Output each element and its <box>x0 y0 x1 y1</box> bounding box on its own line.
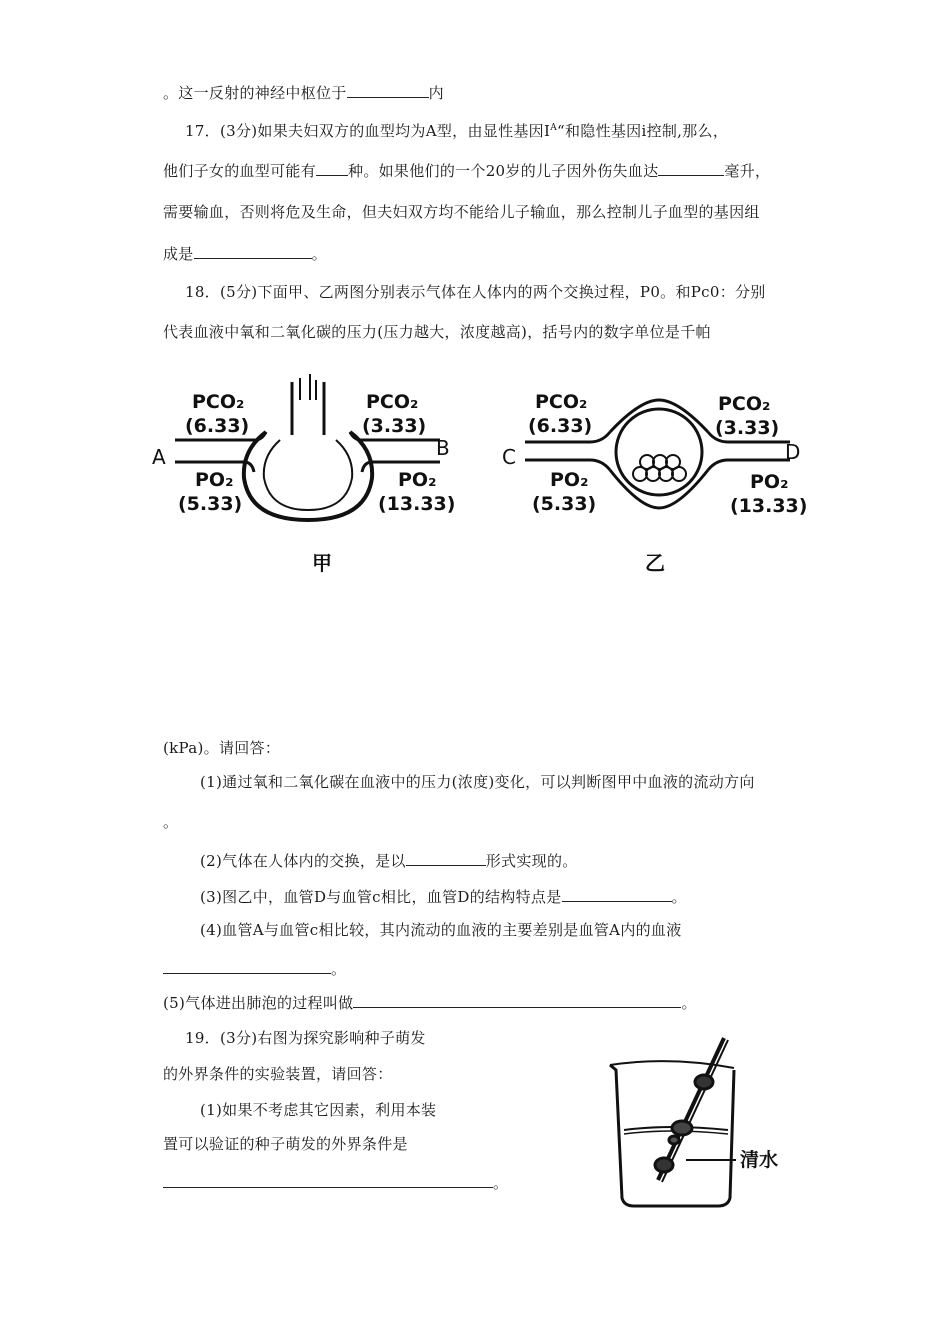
q18-sub-1-text: (1)通过氧和二氧化碳在血液中的压力(浓度)变化，可以判断图甲中血液的流动方向 <box>200 773 755 791</box>
q18-text-2: 代表血液中氧和二氧化碳的压力(压力越大，浓度越高)，括号内的数字单位是千帕 <box>163 323 711 341</box>
q16-prefix: 。这一反射的神经中枢位于 <box>163 84 347 102</box>
q18-sub-4 <box>200 920 682 940</box>
q19-text-4: 置可以验证的种子萌发的外界条件是 <box>163 1135 408 1153</box>
yi-label-c: C <box>502 445 516 469</box>
yi-po2-right: PO₂ <box>750 471 789 493</box>
q17-line-4 <box>163 243 327 264</box>
jia-pco2-right-value: (3.33) <box>362 415 427 437</box>
jia-caption: 甲 <box>312 551 332 575</box>
q19-text-1: 19．(3分)右图为探究影响种子萌发 <box>185 1029 426 1047</box>
jia-label-b: B <box>436 436 450 460</box>
jia-label-a: A <box>152 445 166 469</box>
jia-po2-right-value: (13.33) <box>378 493 456 515</box>
yi-pco2-right: PCO₂ <box>718 393 771 415</box>
q16-suffix: 内 <box>428 84 444 102</box>
q18-line-1 <box>185 282 766 302</box>
q17-superscript: A <box>550 123 558 133</box>
yi-pco2-right-value: (3.33) <box>715 417 780 439</box>
jia-pco2-left: PCO₂ <box>192 391 245 413</box>
q18-sub-2-text-a: (2)气体在人体内的交换，是以 <box>200 852 406 870</box>
q17-text-1a: 17．(3分)如果夫妇双方的血型均为A型，由显性基因I <box>185 122 551 140</box>
beaker-water-label: 清水 <box>740 1149 779 1171</box>
q17-text-4b: 。 <box>311 245 327 263</box>
jia-po2-left: PO₂ <box>195 469 234 491</box>
q17-text-1b: “和隐性基因i控制,那么， <box>557 122 729 140</box>
q19-line-4 <box>163 1134 408 1154</box>
q18-sub-5-text-a: (5)气体进出肺泡的过程叫做 <box>163 994 354 1012</box>
q17-text-2c: 毫升， <box>724 162 771 180</box>
q18-sub-5 <box>163 992 697 1013</box>
jia-pco2-right: PCO₂ <box>366 391 419 413</box>
q17-text-3: 需要输血，否则将危及生命，但夫妇双方均不能给儿子输血，那么控制儿子血型的基因组 <box>163 203 760 221</box>
jia-po2-left-value: (5.33) <box>178 493 243 515</box>
q18-sub-1-end <box>163 812 178 832</box>
q18-sub-1 <box>200 772 755 792</box>
q19-text-5: 。 <box>493 1174 509 1192</box>
q18-sub-4-end <box>163 958 346 979</box>
q18-sub-3-text-a: (3)图乙中，血管D与血管c相比，血管D的结构特点是 <box>200 888 562 906</box>
q18-text-3: (kPa)。请回答： <box>163 739 281 757</box>
beaker-figure <box>600 1030 800 1210</box>
q17-line-2 <box>163 160 770 181</box>
q17-blank-2[interactable] <box>658 160 724 176</box>
q19-blank[interactable] <box>163 1172 493 1188</box>
q18-sub-3-blank[interactable] <box>562 886 672 902</box>
q18-sub-4-end-text: 。 <box>331 960 347 978</box>
q17-blank-3[interactable] <box>194 243 312 259</box>
q18-sub-5-text-b: 。 <box>681 994 697 1012</box>
q16-answer-blank[interactable] <box>347 82 429 98</box>
q19-text-2: 的外界条件的实验装置，请回答： <box>163 1065 393 1083</box>
q19-text-3: (1)如果不考虑其它因素，利用本装 <box>200 1101 437 1119</box>
q18-sub-2 <box>200 850 578 871</box>
q18-sub-2-blank[interactable] <box>406 850 486 866</box>
q16-tail-line <box>163 82 444 103</box>
q18-sub-3 <box>200 886 687 907</box>
q19-line-1 <box>185 1028 426 1048</box>
q19-line-5 <box>163 1172 508 1193</box>
q17-text-2a: 他们子女的血型可能有 <box>163 162 317 180</box>
q17-text-4a: 成是 <box>163 245 194 263</box>
yi-caption: 乙 <box>645 551 665 575</box>
q17-line-3 <box>163 202 760 222</box>
q18-sub-5-blank[interactable] <box>353 992 681 1008</box>
q18-sub-2-text-b: 形式实现的。 <box>485 852 578 870</box>
q18-line-3 <box>163 738 280 758</box>
yi-label-d: D <box>785 440 801 464</box>
q18-sub-1-end-text: 。 <box>163 813 179 831</box>
yi-po2-left-value: (5.33) <box>532 493 597 515</box>
q17-blank-1[interactable] <box>316 160 348 176</box>
q17-text-2b: 种。如果他们的一个20岁的儿子因外伤失血达 <box>348 162 659 180</box>
gas-exchange-figure <box>140 360 820 590</box>
yi-po2-left: PO₂ <box>550 469 589 491</box>
q18-sub-3-text-b: 。 <box>671 888 687 906</box>
jia-pco2-left-value: (6.33) <box>185 415 250 437</box>
q19-line-2 <box>163 1064 393 1084</box>
yi-pco2-left-value: (6.33) <box>528 415 593 437</box>
q18-sub-4-blank[interactable] <box>163 958 331 974</box>
q17-line-1 <box>185 118 728 141</box>
q19-line-3 <box>200 1100 436 1120</box>
q18-sub-4-text: (4)血管A与血管c相比较，其内流动的血液的主要差别是血管A内的血液 <box>200 921 682 939</box>
jia-po2-right: PO₂ <box>398 469 437 491</box>
yi-po2-right-value: (13.33) <box>730 495 808 517</box>
q18-text-1: 18．(5分)下面甲、乙两图分别表示气体在人体内的两个交换过程，P0。和Pc0：分别 <box>185 283 766 301</box>
q18-line-2 <box>163 322 711 342</box>
yi-pco2-left: PCO₂ <box>535 391 588 413</box>
